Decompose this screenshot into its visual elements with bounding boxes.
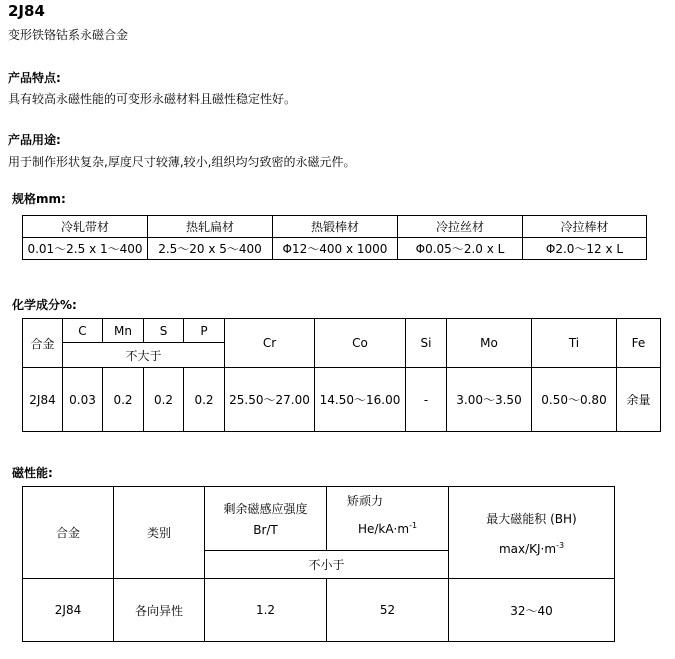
- hc-unit: He/kA·m: [357, 521, 410, 536]
- specs-table: [22, 215, 647, 260]
- element-header: Cr: [225, 319, 315, 368]
- spec-value: Φ12～400 x 1000: [273, 238, 398, 260]
- composition-value: 0.03: [63, 368, 103, 432]
- spec-header: 冷拉丝材: [398, 216, 523, 238]
- magnetic-type: 各向异性: [114, 579, 205, 642]
- usage-text: 用于制作形状复杂,厚度尺寸较薄,较小,组织均匀致密的永磁元件。: [8, 155, 356, 169]
- spec-header: 冷拉棒材: [523, 216, 647, 238]
- magnetic-heading: 磁性能:: [12, 466, 53, 480]
- magnetic-alloy-header: 合金: [23, 487, 114, 579]
- features-heading: 产品特点:: [8, 71, 61, 85]
- features-text: 具有较高永磁性能的可变形永磁材料且磁性稳定性好。: [8, 92, 297, 106]
- not-more-than-label: 不大于: [63, 343, 225, 368]
- magnetic-type-header: 类别: [114, 487, 205, 579]
- hc-header: [327, 487, 449, 551]
- br-value: 1.2: [205, 579, 327, 642]
- bh-label: 最大磁能积 (BH): [486, 511, 577, 526]
- page-subtitle: 变形铁铬钴系永磁合金: [8, 28, 129, 42]
- hc-label: 矫顽力: [347, 493, 384, 508]
- element-header: Co: [315, 319, 406, 368]
- composition-value: 14.50～16.00: [315, 368, 406, 432]
- specs-heading: 规格mm:: [12, 192, 66, 206]
- composition-value: -: [406, 368, 447, 432]
- element-header: Mn: [103, 319, 144, 343]
- composition-heading: 化学成分%:: [12, 298, 77, 312]
- magnetic-alloy: 2J84: [23, 579, 114, 642]
- composition-alloy: 2J84: [23, 368, 63, 432]
- element-header: Fe: [617, 319, 661, 368]
- magnetic-table: [22, 486, 615, 642]
- br-label: 剩余磁感应强度: [223, 502, 308, 516]
- bh-value: 32～40: [449, 579, 615, 642]
- element-header: P: [184, 319, 225, 343]
- bh-header: [449, 487, 615, 579]
- br-header: [205, 487, 327, 551]
- composition-alloy-header: 合金: [23, 319, 63, 368]
- not-less-than-label: 不小于: [205, 551, 449, 579]
- composition-value: 0.50～0.80: [532, 368, 617, 432]
- composition-table: [22, 318, 661, 432]
- bh-unit-exponent: -3: [556, 540, 565, 550]
- spec-header: 冷轧带材: [23, 216, 148, 238]
- spec-value: 2.5～20 x 5～400: [148, 238, 273, 260]
- composition-value: 25.50～27.00: [225, 368, 315, 432]
- composition-value: 0.2: [144, 368, 184, 432]
- hc-value: 52: [327, 579, 449, 642]
- bh-unit: max/KJ·m: [498, 541, 557, 556]
- element-header: Mo: [447, 319, 532, 368]
- spec-header: 热锻棒材: [273, 216, 398, 238]
- element-header: C: [63, 319, 103, 343]
- spec-value: Φ0.05～2.0 x L: [398, 238, 523, 260]
- composition-value: 0.2: [103, 368, 144, 432]
- composition-value: 0.2: [184, 368, 225, 432]
- spec-value: 0.01～2.5 x 1～400: [23, 238, 148, 260]
- usage-heading: 产品用途:: [8, 133, 61, 147]
- spec-header: 热轧扁材: [148, 216, 273, 238]
- br-unit: Br/T: [253, 523, 278, 537]
- spec-value: Φ2.0～12 x L: [523, 238, 647, 260]
- hc-unit-exponent: -1: [409, 520, 418, 530]
- element-header: Si: [406, 319, 447, 368]
- composition-value: 3.00～3.50: [447, 368, 532, 432]
- page-title: 2J84: [8, 2, 45, 20]
- composition-value: 余量: [617, 368, 661, 432]
- element-header: S: [144, 319, 184, 343]
- element-header: Ti: [532, 319, 617, 368]
